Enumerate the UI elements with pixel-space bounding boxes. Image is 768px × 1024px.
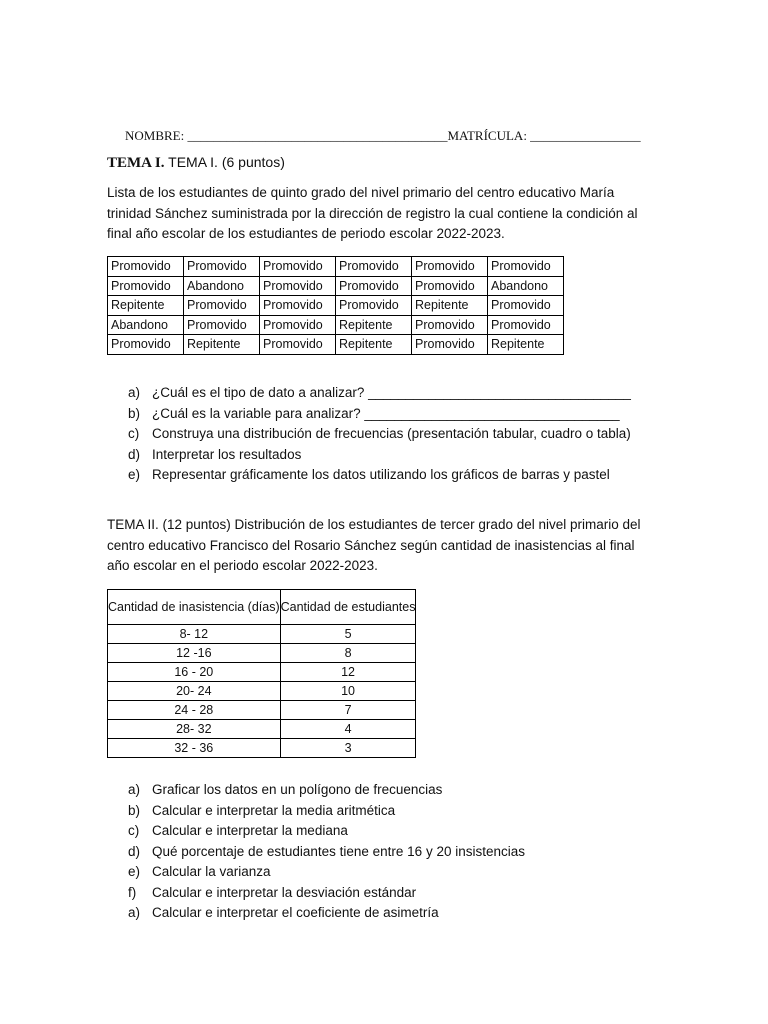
table-cell: Promovido bbox=[412, 335, 488, 355]
question-item bbox=[128, 445, 631, 466]
question-item bbox=[128, 383, 631, 404]
tema2-paragraph: TEMA II. (12 puntos) Distribución de los estudiantes de tercer grado del nivel primario del centro educativo Francisco del Rosario Sánchez según cantidad de inasistencias al final año escolar en el periodo escolar 2022-2023. bbox=[107, 517, 641, 573]
table-cell: 20- 24 bbox=[108, 682, 281, 701]
table-row bbox=[108, 315, 564, 335]
table-cell: 12 bbox=[280, 663, 416, 682]
table-cell: 8 bbox=[280, 644, 416, 663]
table-cell: Promovido bbox=[260, 276, 336, 296]
absence-frequency-table bbox=[107, 589, 416, 758]
matricula-label: MATRÍCULA: _________________ bbox=[447, 128, 641, 143]
question-text: Qué porcentaje de estudiantes tiene entre 16 y 20 insistencias bbox=[152, 843, 525, 859]
table-cell: 16 - 20 bbox=[108, 663, 281, 682]
table-cell: Promovido bbox=[260, 335, 336, 355]
table-header-cell: Cantidad de inasistencia (días) bbox=[108, 590, 281, 625]
question-text: ¿Cuál es el tipo de dato a analizar? ___________________________________ bbox=[152, 385, 631, 400]
question-item bbox=[128, 404, 631, 425]
table-row bbox=[108, 625, 416, 644]
table-cell: Promovido bbox=[488, 296, 564, 316]
table-cell: Abandono bbox=[488, 276, 564, 296]
question-text: Graficar los datos en un polígono de frecuencias bbox=[152, 782, 443, 797]
table-cell: Promovido bbox=[336, 296, 412, 316]
table-row bbox=[108, 739, 416, 758]
nombre-label: NOMBRE: ________________________________________ bbox=[125, 128, 448, 143]
question-marker: a) bbox=[128, 385, 141, 400]
table-row bbox=[108, 663, 416, 682]
question-text: Calcular e interpretar la mediana bbox=[152, 823, 348, 838]
question-item bbox=[128, 862, 525, 883]
tema1-title-rest: TEMA I. (6 puntos) bbox=[164, 154, 285, 170]
student-status-table bbox=[107, 256, 564, 355]
question-item bbox=[128, 424, 631, 445]
question-marker: b) bbox=[128, 802, 141, 818]
question-marker: f) bbox=[128, 884, 137, 900]
table-cell: 4 bbox=[280, 720, 416, 739]
table-cell: 24 - 28 bbox=[108, 701, 281, 720]
table-row bbox=[108, 644, 416, 663]
table-cell: Promovido bbox=[260, 257, 336, 277]
table-cell: Promovido bbox=[336, 257, 412, 277]
table-cell: Promovido bbox=[108, 335, 184, 355]
table-cell: Repitente bbox=[488, 335, 564, 355]
question-marker: a) bbox=[128, 905, 141, 920]
table-cell: Promovido bbox=[260, 315, 336, 335]
question-marker: c) bbox=[128, 823, 140, 838]
name-id-line bbox=[125, 128, 641, 144]
question-text: Calcular e interpretar la media aritmética bbox=[152, 802, 396, 818]
table-cell: Promovido bbox=[488, 257, 564, 277]
question-item bbox=[128, 821, 525, 842]
tema1-questions bbox=[128, 383, 631, 486]
tema1-title-bold: TEMA I. bbox=[107, 155, 165, 171]
table-row bbox=[108, 682, 416, 701]
table-cell: Repitente bbox=[184, 335, 260, 355]
question-item bbox=[128, 842, 525, 863]
table-cell: Abandono bbox=[108, 315, 184, 335]
table-cell: Promovido bbox=[184, 315, 260, 335]
table-cell: 10 bbox=[280, 682, 416, 701]
table-cell: Promovido bbox=[412, 257, 488, 277]
question-item bbox=[128, 903, 525, 924]
table-row bbox=[108, 257, 564, 277]
table-cell: Repitente bbox=[336, 335, 412, 355]
question-marker: d) bbox=[128, 843, 141, 859]
question-text: Interpretar los resultados bbox=[152, 446, 302, 462]
table-cell: Promovido bbox=[108, 257, 184, 277]
question-text: Calcular e interpretar la desviación estándar bbox=[152, 884, 417, 900]
table-header-cell: Cantidad de estudiantes bbox=[280, 590, 416, 625]
question-marker: d) bbox=[128, 446, 141, 462]
table-cell: 5 bbox=[280, 625, 416, 644]
table-cell: Promovido bbox=[184, 296, 260, 316]
table-cell: 12 -16 bbox=[108, 644, 281, 663]
table-cell: Promovido bbox=[336, 276, 412, 296]
table-cell: Repitente bbox=[108, 296, 184, 316]
table-cell: Repitente bbox=[412, 296, 488, 316]
table-cell: Promovido bbox=[488, 315, 564, 335]
question-marker: c) bbox=[128, 426, 140, 441]
table-cell: Repitente bbox=[336, 315, 412, 335]
table-header-row bbox=[108, 590, 416, 625]
table-cell: Promovido bbox=[184, 257, 260, 277]
table-row bbox=[108, 276, 564, 296]
question-item bbox=[128, 883, 525, 904]
question-text: Construya una distribución de frecuencias (presentación tabular, cuadro o tabla) bbox=[152, 426, 631, 441]
table-row bbox=[108, 701, 416, 720]
table-cell: 3 bbox=[280, 739, 416, 758]
table-row bbox=[108, 296, 564, 316]
question-text: ¿Cuál es la variable para analizar? __________________________________ bbox=[152, 405, 620, 421]
tema1-title bbox=[107, 154, 285, 172]
table-cell: 8- 12 bbox=[108, 625, 281, 644]
table-cell: Promovido bbox=[108, 276, 184, 296]
question-marker: e) bbox=[128, 864, 141, 879]
question-item bbox=[128, 780, 525, 801]
table-cell: Abandono bbox=[184, 276, 260, 296]
question-marker: b) bbox=[128, 405, 141, 421]
question-text: Calcular e interpretar el coeficiente de asimetría bbox=[152, 905, 439, 920]
table-cell: 32 - 36 bbox=[108, 739, 281, 758]
question-item bbox=[128, 801, 525, 822]
question-marker: e) bbox=[128, 467, 141, 482]
table-cell: 28- 32 bbox=[108, 720, 281, 739]
question-item bbox=[128, 465, 631, 486]
table-row bbox=[108, 720, 416, 739]
question-text: Calcular la varianza bbox=[152, 864, 271, 879]
tema1-paragraph: Lista de los estudiantes de quinto grado del nivel primario del centro educativo María trinidad Sánchez suministrada por la dirección de registro la cual contiene la condición al final año escolar de los estudiantes de periodo escolar 2022-2023. bbox=[107, 185, 638, 241]
table-row bbox=[108, 335, 564, 355]
table-cell: Promovido bbox=[412, 315, 488, 335]
table-cell: 7 bbox=[280, 701, 416, 720]
question-marker: a) bbox=[128, 782, 141, 797]
table-cell: Promovido bbox=[412, 276, 488, 296]
tema2-questions bbox=[128, 780, 525, 924]
question-text: Representar gráficamente los datos utilizando los gráficos de barras y pastel bbox=[152, 467, 610, 482]
table-cell: Promovido bbox=[260, 296, 336, 316]
